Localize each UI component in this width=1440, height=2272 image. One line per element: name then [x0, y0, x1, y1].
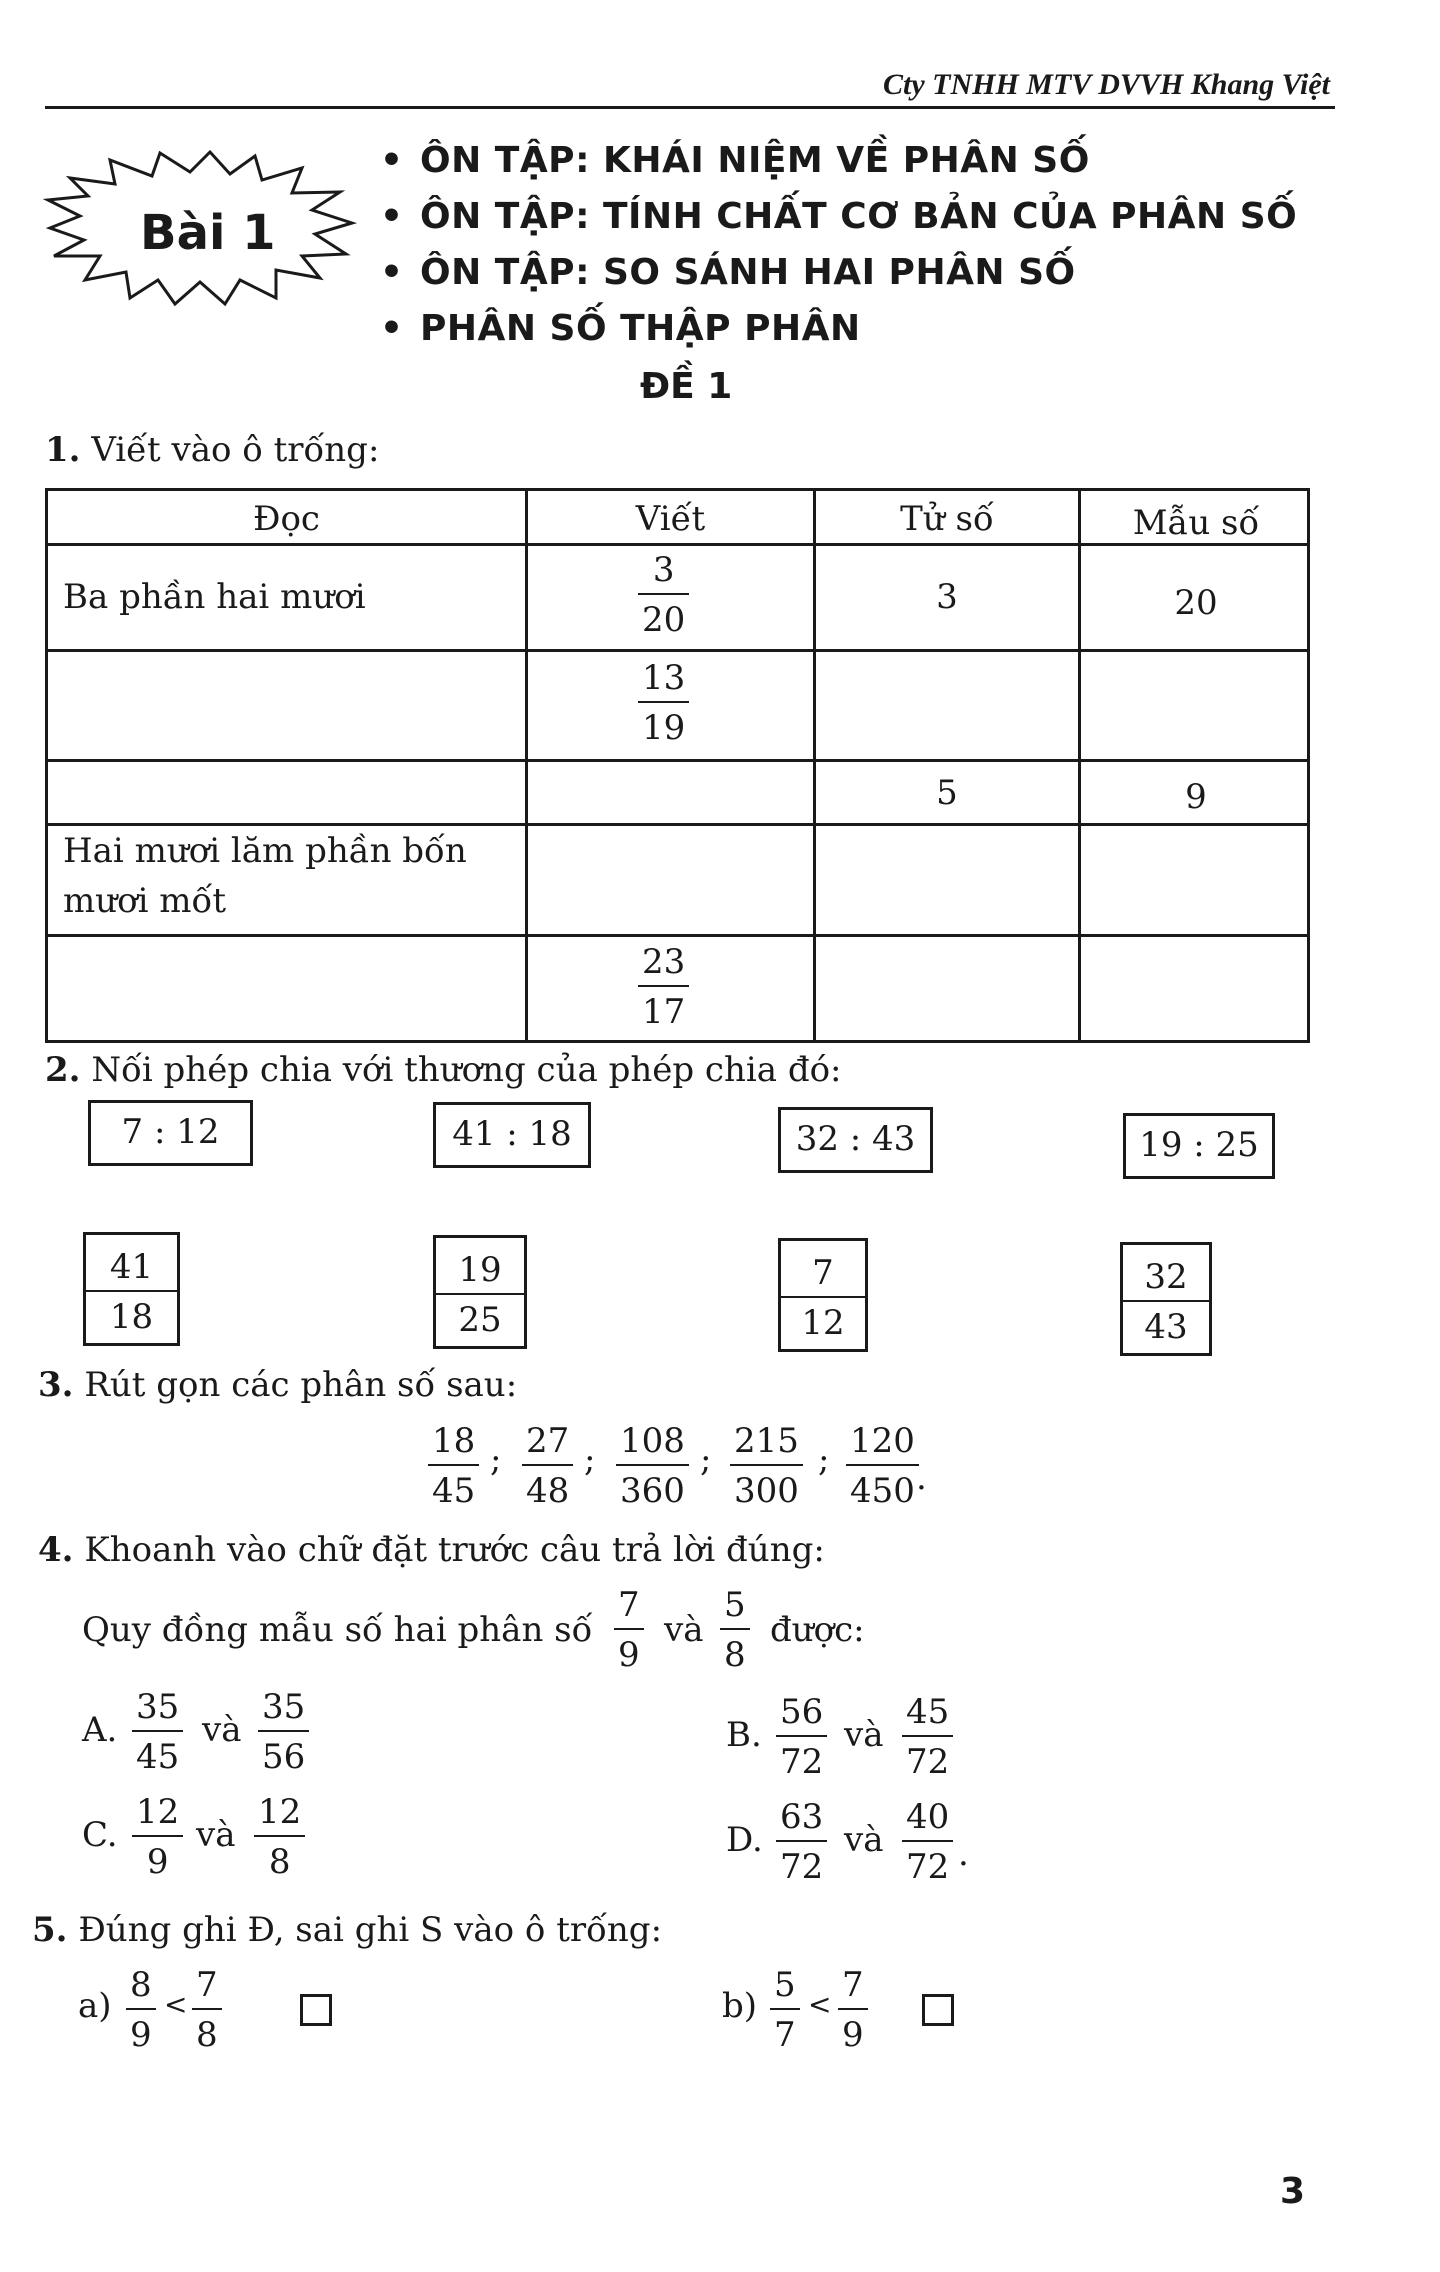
q5-item-a-label: a): [78, 1986, 112, 2026]
q3-separator-4: ;: [818, 1440, 830, 1480]
q5-item-b-answer-box[interactable]: [922, 1994, 954, 2026]
row2-viet-fraction: 13 19: [638, 661, 689, 745]
topic-1: • ÔN TẬP: KHÁI NIỆM VỀ PHÂN SỐ: [380, 140, 1090, 181]
fraction-box-1-value: 41 18: [83, 1250, 180, 1334]
q4-option-a-fraction-2: 35 56: [258, 1690, 309, 1774]
q3-fraction-5: 120 450: [846, 1424, 919, 1508]
q4-stem-after: được:: [770, 1610, 865, 1650]
q4-stem-and: và: [664, 1610, 704, 1650]
row4-doc-line2: mươi mốt: [63, 881, 226, 921]
q4-option-d-and: và: [844, 1820, 884, 1860]
header-viet: Viết: [635, 499, 706, 539]
header-tu-so: Tử số: [900, 499, 994, 539]
q3-fraction-3: 108 360: [616, 1424, 689, 1508]
topic-3: • ÔN TẬP: SO SÁNH HAI PHÂN SỐ: [380, 252, 1076, 293]
q4-option-d-fraction-1: 63 72: [776, 1800, 827, 1884]
q3-fraction-2: 27 48: [522, 1424, 573, 1508]
q4-prompt: 4. Khoanh vào chữ đặt trước câu trả lời đúng:: [38, 1530, 825, 1570]
q4-option-c-letter[interactable]: C.: [82, 1815, 118, 1855]
q4-option-c-fraction-2: 12 8: [254, 1795, 305, 1879]
division-label-1: 7 : 12: [121, 1112, 220, 1152]
q4-option-a-letter[interactable]: A.: [82, 1710, 118, 1750]
row1-doc: Ba phần hai mươi: [63, 577, 366, 617]
division-label-3: 32 : 43: [795, 1119, 916, 1159]
fraction-box-2-value: 19 25: [433, 1253, 527, 1337]
q3-fraction-4: 215 300: [730, 1424, 803, 1508]
q4-option-d-end: .: [958, 1834, 969, 1874]
q3-separator-1: ;: [490, 1440, 502, 1480]
q3-prompt: 3. Rút gọn các phân số sau:: [38, 1365, 518, 1405]
q4-option-b-fraction-1: 56 72: [776, 1695, 827, 1779]
q2-prompt: 2. Nối phép chia với thương của phép chia đó:: [45, 1050, 842, 1090]
row1-tu: 3: [936, 577, 958, 617]
header-mau-so: Mẫu số: [1132, 503, 1260, 543]
q5-item-b-label: b): [722, 1986, 758, 2026]
fraction-box-3-value: 7 12: [778, 1256, 868, 1340]
q4-stem-fraction-1: 7 9: [614, 1588, 644, 1672]
q3-separator-3: ;: [700, 1440, 712, 1480]
q4-option-d-fraction-2: 40 72: [902, 1800, 953, 1884]
q4-option-b-and: và: [844, 1715, 884, 1755]
header-doc: Đọc: [253, 499, 320, 539]
q4-option-b-fraction-2: 45 72: [902, 1695, 953, 1779]
row3-tu: 5: [936, 773, 958, 813]
topic-4: • PHÂN SỐ THẬP PHÂN: [380, 308, 861, 349]
fraction-box-4-value: 32 43: [1120, 1260, 1212, 1344]
q5-prompt: 5. Đúng ghi Đ, sai ghi S vào ô trống:: [32, 1910, 663, 1950]
header-rule: [45, 106, 1335, 109]
page-number: 3: [1279, 2171, 1305, 2212]
q4-option-d-letter[interactable]: D.: [726, 1820, 763, 1860]
q4-option-a-and: và: [202, 1710, 242, 1750]
topic-2: • ÔN TẬP: TÍNH CHẤT CƠ BẢN CỦA PHÂN SỐ: [380, 196, 1298, 237]
division-label-4: 19 : 25: [1139, 1125, 1259, 1165]
q4-option-a-fraction-1: 35 45: [132, 1690, 183, 1774]
q5-item-b-fraction-1: 5 7: [770, 1968, 800, 2052]
badge-label: Bài 1: [140, 205, 276, 261]
q5-item-a-answer-box[interactable]: [300, 1994, 332, 2026]
q3-separator-2: ;: [584, 1440, 596, 1480]
q3-end-period: .: [916, 1458, 927, 1498]
q5-item-a-op: <: [164, 1988, 188, 2021]
row1-viet-fraction: 3 20: [638, 553, 689, 637]
q4-option-c-and: và: [196, 1815, 236, 1855]
q5-item-a-fraction-1: 8 9: [126, 1968, 156, 2052]
division-label-2: 41 : 18: [452, 1114, 572, 1154]
q3-fraction-1: 18 45: [428, 1424, 479, 1508]
q4-stem-before: Quy đồng mẫu số hai phân số: [82, 1610, 593, 1650]
q5-item-b-op: <: [808, 1988, 832, 2021]
q5-item-b-fraction-2: 7 9: [838, 1968, 868, 2052]
q4-stem-fraction-2: 5 8: [720, 1588, 750, 1672]
publisher-header: Cty TNHH MTV DVVH Khang Việt: [882, 68, 1330, 101]
q1-prompt: 1. Viết vào ô trống:: [45, 430, 380, 470]
exercise-title: ĐỀ 1: [640, 366, 733, 407]
row5-viet-fraction: 23 17: [638, 945, 689, 1029]
q1-table: [45, 488, 1310, 1043]
q5-item-a-fraction-2: 7 8: [192, 1968, 222, 2052]
row1-mau: 20: [1174, 583, 1218, 623]
row3-mau: 9: [1185, 777, 1207, 817]
row4-doc-line1: Hai mươi lăm phần bốn: [63, 831, 467, 871]
q4-option-b-letter[interactable]: B.: [726, 1715, 762, 1755]
q4-option-c-fraction-1: 12 9: [132, 1795, 183, 1879]
